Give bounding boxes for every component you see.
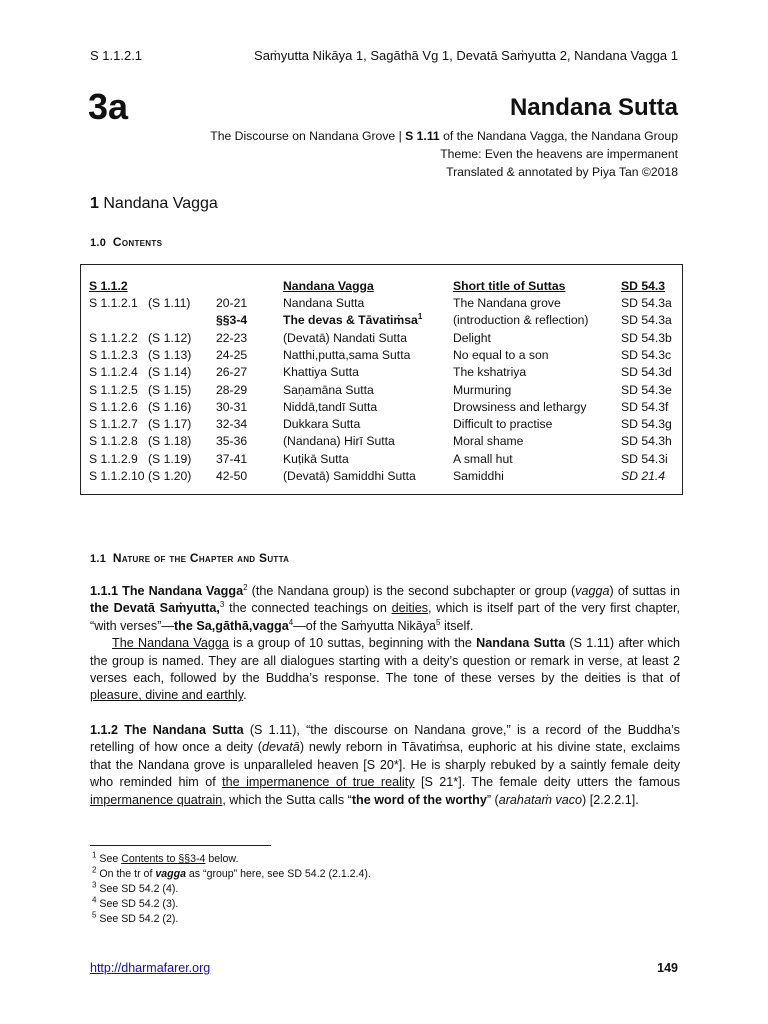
table-cell: (S 1.19)	[148, 451, 192, 466]
contents-heading	[90, 235, 162, 249]
table-cell: Khattiya Sutta	[283, 365, 359, 380]
para-link[interactable]: pleasure, divine and earthly	[90, 688, 244, 703]
table-cell: Kuṭikā Sutta	[283, 451, 349, 466]
table-cell: SD 54.3b	[621, 330, 672, 345]
table-cell: The Nandana grove	[453, 296, 561, 310]
footnote-4	[92, 897, 371, 912]
table-cell: SD 54.3a	[621, 296, 672, 310]
table-cell: Dukkara Sutta	[283, 417, 361, 432]
contents-table	[80, 264, 683, 495]
para-italic: vagga	[575, 584, 610, 598]
para-text: the connected teachings on	[224, 601, 392, 616]
table-cell: 26-27	[216, 365, 248, 380]
footnote-ref[interactable]: 3	[219, 600, 225, 610]
table-cell: Moral shame	[453, 434, 524, 449]
para-lead: 1.1.2 The Nandana Sutta	[90, 723, 244, 737]
table-cell: The kshatriya	[453, 365, 527, 380]
footnote-1	[92, 852, 371, 867]
translator-line: Translated & annotated by Piya Tan ©2018	[446, 165, 678, 179]
document-number: 3a	[88, 86, 129, 127]
footnote-text: below.	[205, 853, 239, 865]
para-text: ) of suttas in	[609, 584, 680, 598]
table-row	[81, 331, 682, 348]
para-text: , which is itself part of the very first chapter, “with verses”—	[90, 601, 680, 633]
table-cell: 35-36	[216, 434, 248, 449]
table-cell: No equal to a son	[453, 347, 549, 362]
table-cell: (S 1.16)	[148, 399, 192, 414]
subtitle	[210, 127, 678, 145]
footnote-number: 5	[92, 910, 97, 920]
table-cell: (S 1.11)	[148, 296, 191, 310]
table-header-row	[81, 279, 682, 296]
table-cell: 22-23	[216, 330, 248, 345]
table-cell: Murmuring	[453, 382, 512, 397]
para-link[interactable]: the impermanence of true reality	[222, 775, 415, 790]
footnote-text: See SD 54.2 (3).	[96, 898, 179, 910]
contents-title: Contents	[112, 235, 163, 249]
header-ref: S 1.1.2.1	[90, 48, 143, 63]
para-text: (S 1.11) after which the group is named. They are all dialogues starting with a deity’s question or remark in verse, at least 2 verses each, followed by the Buddha’s response. The tone of these verses by the deities is that of	[90, 636, 680, 686]
table-cell: 30-31	[216, 399, 248, 414]
subtitle-ref: S 1.11	[405, 129, 440, 143]
nature-number: 1.1	[90, 553, 107, 565]
table-cell: S 1.1.2.8	[89, 434, 138, 449]
table-cell: Delight	[453, 330, 491, 345]
para-text: is a group of 10 suttas, beginning with the	[228, 636, 477, 651]
table-header-cell: Short title of Suttas	[453, 279, 566, 293]
footnote-text: as “group” here, see SD 54.2 (2.1.2.4).	[185, 868, 371, 880]
table-cell: Natthi,putta,sama Sutta	[283, 347, 411, 362]
table-cell: 20-21	[216, 296, 248, 310]
footnote-3	[92, 882, 371, 897]
section-number: 1	[90, 195, 99, 212]
footnote-number: 3	[92, 880, 97, 890]
theme-line: Theme: Even the heavens are impermanent	[440, 147, 678, 161]
table-header-cell: SD 54.3	[621, 279, 666, 293]
table-cell: (S 1.14)	[148, 365, 192, 380]
para-text: (S 1.11), “the discourse on Nandana grove,” is a record of the Buddha’s retelling of how once a deity (	[90, 723, 680, 755]
para-text: itself.	[440, 618, 474, 633]
table-cell: 32-34	[216, 417, 248, 432]
footer-link[interactable]: http://dharmafarer.org	[90, 961, 211, 975]
para-bold: the Devatā Saṁyutta,	[90, 601, 220, 616]
para-text: ) newly reborn in Tāvatiṁsa, euphoric at his divine state, exclaims that the Nandana grove is unparalleled heaven [S 20*]. He is sharply rebuked by a saintly female deity who reminded him of	[90, 740, 681, 790]
table-cell: (S 1.20)	[148, 469, 192, 483]
footnotes	[92, 852, 371, 927]
para-bold: Nandana Sutta	[476, 636, 566, 651]
paragraph-text	[90, 635, 680, 705]
table-cell: (introduction & reflection)	[453, 313, 589, 328]
table-cell: S 1.1.2.9	[89, 451, 138, 466]
para-text: [S 21*]. The female deity utters the famous	[414, 775, 680, 790]
footnote-rule	[90, 845, 271, 846]
document-title: Nandana Sutta	[509, 94, 678, 121]
footnote-link[interactable]: Contents to §§3-4	[121, 853, 206, 865]
table-cell: Saṇamāna Sutta	[283, 382, 374, 397]
table-cell: (S 1.17)	[148, 417, 192, 432]
paragraph-1-1-2	[90, 722, 680, 809]
table-row	[81, 296, 682, 313]
table-cell: SD 54.3c	[621, 347, 672, 362]
table-cell: S 1.1.2.2	[89, 330, 138, 345]
section-heading	[90, 195, 218, 213]
table-row	[81, 417, 682, 434]
para-bold: the word of the worthy	[351, 792, 487, 807]
para-italic: devatā	[262, 740, 300, 755]
para-italic: arahataṁ vaco	[498, 792, 583, 807]
contents-number: 1.0	[90, 237, 107, 249]
table-cell: (Nandana) Hirī Sutta	[283, 434, 395, 449]
footnote-2	[92, 867, 371, 882]
table-cell: §§3-4	[216, 313, 248, 328]
table-cell: Difficult to practise	[453, 417, 553, 432]
footnote-number: 2	[92, 865, 97, 875]
table-cell: SD 54.3h	[621, 434, 672, 449]
header-collection: Saṁyutta Nikāya 1, Sagāthā Vg 1, Devatā Saṁyutta 2, Nandana Vagga 1	[254, 48, 678, 63]
section-title: Nandana Vagga	[103, 195, 218, 212]
footnote-italic: vagga	[155, 868, 186, 880]
footnote-text: On the tr of	[96, 868, 156, 880]
footnote-ref[interactable]: 1	[417, 312, 423, 322]
para-bold: the Sa,gāthā,vagga	[173, 618, 289, 633]
para-text: ” (	[486, 792, 499, 807]
table-cell: S 1.1.2.4	[89, 365, 138, 380]
footnote-ref[interactable]: 2	[243, 582, 248, 592]
table-cell: Niddā,tandī Sutta	[283, 399, 378, 414]
table-cell: SD 54.3d	[621, 365, 672, 380]
table-cell: SD 54.3i	[621, 451, 668, 466]
table-cell: 37-41	[216, 451, 248, 466]
table-cell: S 1.1.2.6	[89, 399, 138, 414]
table-cell: (S 1.18)	[148, 434, 192, 449]
table-header-cell: S 1.1.2	[89, 279, 128, 293]
table-row	[81, 469, 682, 486]
table-row	[81, 348, 682, 365]
footnote-text: See	[96, 853, 122, 865]
paragraph-1-1-1	[90, 583, 680, 705]
table-cell: S 1.1.2.5	[89, 382, 138, 397]
table-cell: 42-50	[216, 469, 248, 483]
table-cell: Samiddhi	[453, 469, 504, 483]
footnote-text: See SD 54.2 (4).	[96, 883, 179, 895]
table-cell: S 1.1.2.1	[89, 296, 138, 310]
page-number: 149	[657, 961, 678, 975]
table-row	[81, 452, 682, 469]
para-lead: 1.1.1 The Nandana Vagga	[90, 584, 244, 598]
table-cell: (S 1.15)	[148, 382, 192, 397]
footnote-5	[92, 912, 371, 927]
nature-heading	[90, 551, 289, 565]
table-cell: SD 54.3a	[621, 313, 672, 328]
para-text: (the Nandana group) is the second subchapter or group (	[247, 584, 576, 598]
table-cell: (S 1.13)	[148, 347, 192, 362]
table-cell: S 1.1.2.10	[89, 469, 145, 483]
table-cell: S 1.1.2.7	[89, 417, 138, 432]
table-row	[81, 383, 682, 400]
table-cell: (Devatā) Samiddhi Sutta	[283, 469, 416, 483]
paragraph-text	[90, 722, 680, 809]
paragraph-text	[90, 583, 680, 635]
footnote-number: 1	[92, 850, 97, 860]
table-cell: Drowsiness and lethargy	[453, 399, 587, 414]
table-row	[81, 434, 682, 451]
footnote-ref[interactable]: 5	[436, 617, 441, 627]
table-cell: SD 54.3e	[621, 382, 672, 397]
subtitle-plain: The Discourse on Nandana Grove |	[210, 129, 406, 143]
footnote-ref[interactable]: 4	[288, 617, 294, 627]
table-cell: 24-25	[216, 347, 248, 362]
subtitle-rest: of the Nandana Vagga, the Nandana Group	[439, 129, 678, 143]
table-cell: SD 54.3f	[621, 399, 669, 414]
table-cell: A small hut	[453, 451, 513, 466]
table-header-cell: Nandana Vagga	[283, 279, 374, 293]
para-text: —of the Saṁyutta Nikāya	[293, 618, 436, 633]
table-cell: S 1.1.2.3	[89, 347, 138, 362]
nature-title: Nature of the Chapter and Sutta	[112, 551, 290, 565]
para-text: .	[243, 688, 247, 703]
table-cell: (S 1.12)	[148, 330, 192, 345]
para-text: , which the Sutta calls “	[222, 792, 352, 807]
footnote-text: See SD 54.2 (2).	[96, 913, 179, 925]
table-cell: 28-29	[216, 382, 248, 397]
table-cell: SD 54.3g	[621, 417, 672, 432]
table-cell: SD 21.4	[621, 469, 666, 483]
para-link[interactable]: The Nandana Vagga	[112, 636, 229, 651]
table-cell: (Devatā) Nandati Sutta	[283, 330, 407, 345]
para-text: ) [2.2.2.1].	[582, 792, 639, 807]
footnote-number: 4	[92, 895, 97, 905]
table-row	[81, 365, 682, 382]
table-cell: The devas & Tāvatiṁsa$^1$	[283, 312, 423, 328]
table-row	[81, 313, 682, 330]
table-row	[81, 400, 682, 417]
document-subinfo	[210, 127, 678, 181]
table-cell: Nandana Sutta	[283, 296, 365, 310]
para-link[interactable]: impermanence quatrain	[90, 792, 223, 807]
para-link[interactable]: deities	[391, 601, 428, 616]
